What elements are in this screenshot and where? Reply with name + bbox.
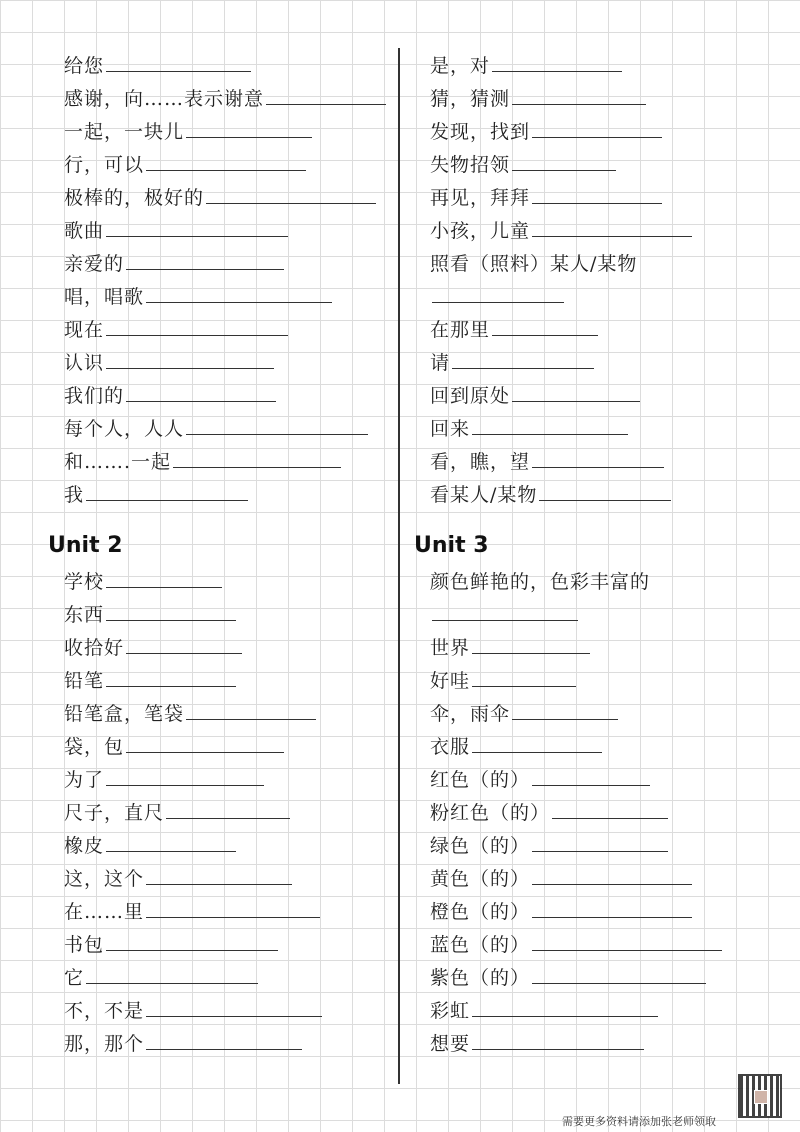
vocab-row — [430, 479, 671, 511]
vocab-row — [430, 599, 578, 631]
answer-blank[interactable] — [532, 117, 662, 138]
answer-blank[interactable] — [532, 963, 706, 984]
vocab-term: 失物招领 — [430, 154, 511, 176]
answer-blank[interactable] — [452, 348, 594, 369]
vocab-term: 尺子，直尺 — [64, 802, 165, 824]
vocab-term: 唱，唱歌 — [64, 286, 145, 308]
vocab-row — [64, 380, 276, 412]
answer-blank[interactable] — [126, 381, 276, 402]
vocab-term: 小孩，儿童 — [430, 220, 531, 242]
vocab-row — [430, 83, 646, 115]
vocab-row — [64, 281, 332, 313]
vocab-term: 亲爱的 — [64, 253, 125, 275]
vocab-row — [430, 566, 650, 598]
answer-blank[interactable] — [126, 249, 284, 270]
answer-blank[interactable] — [532, 765, 650, 786]
vocab-row — [430, 347, 594, 379]
vocab-row — [64, 413, 368, 445]
answer-blank[interactable] — [166, 798, 290, 819]
vocab-term: 为了 — [64, 769, 105, 791]
answer-blank[interactable] — [146, 897, 320, 918]
answer-blank[interactable] — [532, 831, 668, 852]
vocab-row — [430, 962, 706, 994]
vocab-row — [64, 446, 341, 478]
answer-blank[interactable] — [146, 150, 306, 171]
vocab-term: 是，对 — [430, 55, 491, 77]
answer-blank[interactable] — [146, 996, 322, 1017]
vocab-term: 再见，拜拜 — [430, 187, 531, 209]
unit-3-title: Unit 3 — [414, 533, 489, 558]
vocab-term: 铅笔盒，笔袋 — [64, 703, 185, 725]
vocab-row — [430, 863, 692, 895]
vocab-term: 收拾好 — [64, 637, 125, 659]
footer-note: 需要更多资料请添加张老师领取 — [562, 1115, 716, 1128]
vocab-term: 这，这个 — [64, 868, 145, 890]
vocab-term: 感谢，向……表示谢意 — [64, 88, 265, 110]
vocab-row — [430, 182, 662, 214]
vocab-term: 给您 — [64, 55, 105, 77]
answer-blank[interactable] — [206, 183, 376, 204]
answer-blank[interactable] — [106, 831, 236, 852]
qr-code-icon — [738, 1074, 782, 1118]
answer-blank[interactable] — [552, 798, 668, 819]
vocab-row — [430, 665, 576, 697]
answer-blank[interactable] — [532, 897, 692, 918]
vocab-row — [430, 896, 692, 928]
vocab-row — [430, 929, 722, 961]
vocab-term: 照看（照料）某人/某物 — [430, 253, 638, 275]
vocab-term: 紫色（的） — [430, 967, 531, 989]
vocab-term: 黄色（的） — [430, 868, 531, 890]
vocab-term: 认识 — [64, 352, 105, 374]
vocab-row — [430, 116, 662, 148]
vocab-term: 衣服 — [430, 736, 471, 758]
answer-blank[interactable] — [106, 51, 251, 72]
answer-blank[interactable] — [539, 480, 671, 501]
vocab-row — [430, 149, 616, 181]
vocab-row — [64, 896, 320, 928]
answer-blank[interactable] — [173, 447, 341, 468]
answer-blank[interactable] — [472, 732, 602, 753]
vocab-row — [430, 248, 637, 280]
vocab-row — [64, 116, 312, 148]
vocab-row — [64, 149, 306, 181]
vocab-term: 蓝色（的） — [430, 934, 531, 956]
vocab-row — [430, 1028, 644, 1060]
vocab-term: 橡皮 — [64, 835, 105, 857]
vocab-term: 每个人，人人 — [64, 418, 185, 440]
answer-blank[interactable] — [532, 447, 664, 468]
vocab-term: 袋，包 — [64, 736, 125, 758]
vocab-row — [64, 665, 236, 697]
answer-blank[interactable] — [472, 996, 658, 1017]
answer-blank[interactable] — [146, 864, 292, 885]
vocab-term: 世界 — [430, 637, 471, 659]
vocab-row — [64, 995, 322, 1027]
answer-blank[interactable] — [106, 216, 288, 237]
vocab-term: 发现，找到 — [430, 121, 531, 143]
answer-blank[interactable] — [146, 1029, 302, 1050]
answer-blank[interactable] — [106, 765, 264, 786]
vocab-row — [64, 347, 274, 379]
vocab-row — [430, 995, 658, 1027]
answer-blank[interactable] — [532, 930, 722, 951]
answer-blank[interactable] — [432, 282, 564, 303]
vocab-term: 东西 — [64, 604, 105, 626]
vocab-row — [64, 479, 248, 511]
vocab-row — [64, 830, 236, 862]
vocab-term: 红色（的） — [430, 769, 531, 791]
vocab-term: 行，可以 — [64, 154, 145, 176]
answer-blank[interactable] — [146, 282, 332, 303]
answer-blank[interactable] — [186, 117, 312, 138]
vocab-row — [430, 281, 564, 313]
answer-blank[interactable] — [106, 930, 278, 951]
vocab-row — [430, 731, 602, 763]
answer-blank[interactable] — [126, 732, 284, 753]
vocab-term: 粉红色（的） — [430, 802, 551, 824]
vocab-term: 伞，雨伞 — [430, 703, 511, 725]
answer-blank[interactable] — [472, 414, 628, 435]
vocab-term: 歌曲 — [64, 220, 105, 242]
answer-blank[interactable] — [86, 963, 258, 984]
vocab-row — [430, 698, 618, 730]
vocab-row — [64, 83, 386, 115]
vocab-term: 彩虹 — [430, 1000, 471, 1022]
answer-blank[interactable] — [532, 183, 662, 204]
vocab-row — [430, 380, 640, 412]
vocab-term: 回到原处 — [430, 385, 511, 407]
answer-blank[interactable] — [126, 633, 242, 654]
vocab-row — [430, 632, 590, 664]
vocab-term: 一起，一块儿 — [64, 121, 185, 143]
answer-blank[interactable] — [512, 699, 618, 720]
vocab-row — [64, 566, 222, 598]
vocab-term: 好哇 — [430, 670, 471, 692]
vocab-row — [430, 830, 668, 862]
vocab-row — [430, 215, 692, 247]
answer-blank[interactable] — [492, 315, 598, 336]
vocab-term: 猜，猜测 — [430, 88, 511, 110]
unit-2-title: Unit 2 — [48, 533, 123, 558]
vocab-term: 它 — [64, 967, 85, 989]
vocab-row — [64, 962, 258, 994]
vocab-row — [430, 764, 650, 796]
answer-blank[interactable] — [86, 480, 248, 501]
answer-blank[interactable] — [106, 567, 222, 588]
answer-blank[interactable] — [266, 84, 386, 105]
answer-blank[interactable] — [106, 315, 288, 336]
answer-blank[interactable] — [472, 1029, 644, 1050]
answer-blank[interactable] — [492, 51, 622, 72]
answer-blank[interactable] — [106, 600, 236, 621]
vocab-row — [64, 248, 284, 280]
vocab-term: 现在 — [64, 319, 105, 341]
vocab-row — [430, 446, 664, 478]
vocab-term: 请 — [430, 352, 451, 374]
answer-blank[interactable] — [186, 699, 316, 720]
vocab-term: 回来 — [430, 418, 471, 440]
vocab-term: 在那里 — [430, 319, 491, 341]
vocab-term: 学校 — [64, 571, 105, 593]
answer-blank[interactable] — [106, 666, 236, 687]
vocab-row — [430, 797, 668, 829]
vocab-term: 绿色（的） — [430, 835, 531, 857]
vocab-row — [430, 50, 622, 82]
vocab-row — [64, 863, 292, 895]
answer-blank[interactable] — [472, 633, 590, 654]
answer-blank[interactable] — [186, 414, 368, 435]
vocab-term: 极棒的，极好的 — [64, 187, 205, 209]
vocab-term: 看，瞧，望 — [430, 451, 531, 473]
vocab-term: 铅笔 — [64, 670, 105, 692]
vocab-row — [64, 731, 284, 763]
vocab-term: 想要 — [430, 1033, 471, 1055]
vocab-row — [64, 764, 264, 796]
vocab-term: 那，那个 — [64, 1033, 145, 1055]
vocab-term: 橙色（的） — [430, 901, 531, 923]
vocab-term: 我 — [64, 484, 85, 506]
answer-blank[interactable] — [532, 864, 692, 885]
vocab-row — [64, 797, 290, 829]
answer-blank[interactable] — [532, 216, 692, 237]
vocab-row — [64, 1028, 302, 1060]
vocab-row — [64, 215, 288, 247]
vocab-term: 看某人/某物 — [430, 484, 538, 506]
vocab-row — [64, 599, 236, 631]
answer-blank[interactable] — [432, 600, 578, 621]
vocab-term: 书包 — [64, 934, 105, 956]
vocab-row — [64, 50, 251, 82]
answer-blank[interactable] — [512, 150, 616, 171]
vocab-row — [64, 182, 376, 214]
vocab-term: 和…….一起 — [64, 451, 172, 473]
vocab-row — [64, 632, 242, 664]
vocab-row — [64, 314, 288, 346]
vocab-term: 我们的 — [64, 385, 125, 407]
answer-blank[interactable] — [472, 666, 576, 687]
vocab-row — [430, 314, 598, 346]
answer-blank[interactable] — [106, 348, 274, 369]
answer-blank[interactable] — [512, 381, 640, 402]
column-divider — [398, 48, 400, 1084]
answer-blank[interactable] — [512, 84, 646, 105]
vocab-row — [430, 413, 628, 445]
vocab-term: 颜色鲜艳的，色彩丰富的 — [430, 571, 651, 593]
vocab-row — [64, 929, 278, 961]
vocab-row — [64, 698, 316, 730]
vocab-term: 不，不是 — [64, 1000, 145, 1022]
vocab-term: 在……里 — [64, 901, 145, 923]
